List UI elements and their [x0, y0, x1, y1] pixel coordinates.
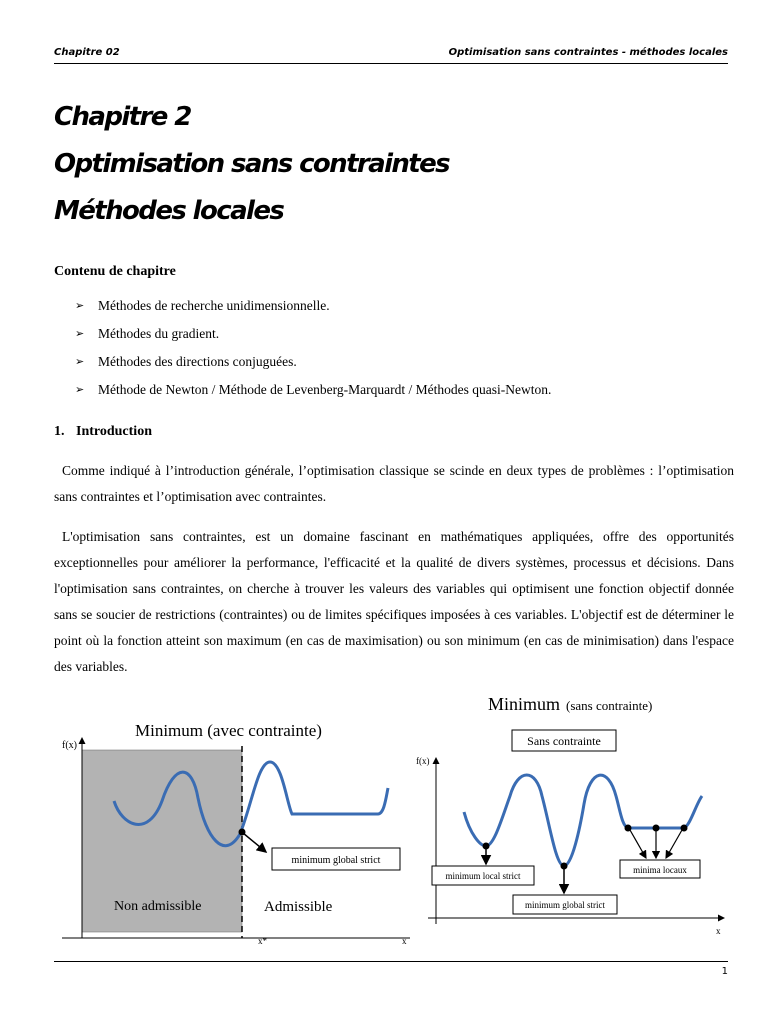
footer-rule	[54, 961, 728, 962]
right-figure-title	[488, 694, 652, 714]
section-number: 1.	[54, 424, 65, 439]
header-chapter: Chapitre 02	[54, 47, 120, 58]
non-admissible-label: Non admissible	[114, 899, 202, 914]
right-title-sub: (sans contrainte)	[566, 698, 653, 713]
left-annotation-text: minimum global strict	[291, 855, 381, 866]
contents-item: ➢ Méthode de Newton / Méthode de Levenberg-Marquardt / Méthodes quasi-Newton.	[75, 380, 551, 408]
right-title-main: Minimum	[488, 694, 561, 714]
global-strict-label: minimum global strict	[525, 900, 605, 910]
left-y-label: f(x)	[62, 740, 77, 751]
right-y-label: f(x)	[416, 756, 430, 766]
right-function-curve	[464, 775, 702, 866]
figure-svg	[62, 686, 742, 946]
sans-contrainte-label: Sans contrainte	[527, 734, 601, 748]
running-header	[54, 47, 728, 64]
chapter-title-line3: Méthodes locales	[54, 196, 284, 226]
contents-heading: Contenu de chapitre	[54, 264, 176, 279]
chapter-title-line2: Optimisation sans contraintes	[54, 149, 450, 179]
minima-locaux-arrow-1	[630, 830, 646, 858]
left-x-label: x	[402, 936, 407, 946]
section-heading	[54, 424, 152, 440]
left-min-arrow	[243, 833, 266, 852]
right-x-label: x	[716, 926, 721, 936]
header-topic: Optimisation sans contraintes - méthodes locales	[448, 47, 728, 58]
contents-item: ➢ Méthodes de recherche unidimensionnelle.	[75, 296, 551, 324]
left-x-mark: x*	[258, 936, 267, 946]
page-number: 1	[721, 966, 728, 977]
minima-locaux-arrow-3	[666, 830, 682, 858]
local-strict-label: minimum local strict	[445, 871, 521, 881]
figure-minimum-comparison	[62, 686, 742, 946]
chapter-title-line1: Chapitre 2	[54, 102, 191, 132]
chapter-title	[54, 94, 449, 235]
contents-item: ➢ Méthodes du gradient.	[75, 324, 551, 352]
left-figure-title: Minimum (avec contrainte)	[135, 721, 322, 740]
section-title: Introduction	[76, 424, 152, 439]
contents-item: ➢ Méthodes des directions conjuguées.	[75, 352, 551, 380]
paragraph-intro: Comme indiqué à l’introduction générale, l’optimisation classique se scinde en deux types de problèmes : l’optimisation sans contraintes et l’optimisation avec contraintes.	[54, 463, 734, 504]
admissible-label: Admissible	[264, 899, 333, 915]
minima-locaux-label: minima locaux	[633, 865, 687, 875]
right-panel	[416, 694, 724, 936]
contents-list	[75, 296, 551, 408]
left-panel	[62, 721, 410, 946]
paragraph-description: L'optimisation sans contraintes, est un domaine fascinant en mathématiques appliquées, offre des opportunités exceptionnelles pour améliorer la performance, l'efficacité et la qualité de divers systèmes, processus et décisions. Dans l'optimisation sans contraintes, on cherche à trouver les valeurs des variables qui optimisent une fonction objectif donnée sans se soucier de restrictions (contraintes) ou de limites spécifiques imposées à ces variables. L'objectif est de déterminer le point où la fonction atteint son maximum (en cas de maximisation) ou son minimum (en cas de minimisation) dans l'espace des variables.	[54, 529, 734, 674]
